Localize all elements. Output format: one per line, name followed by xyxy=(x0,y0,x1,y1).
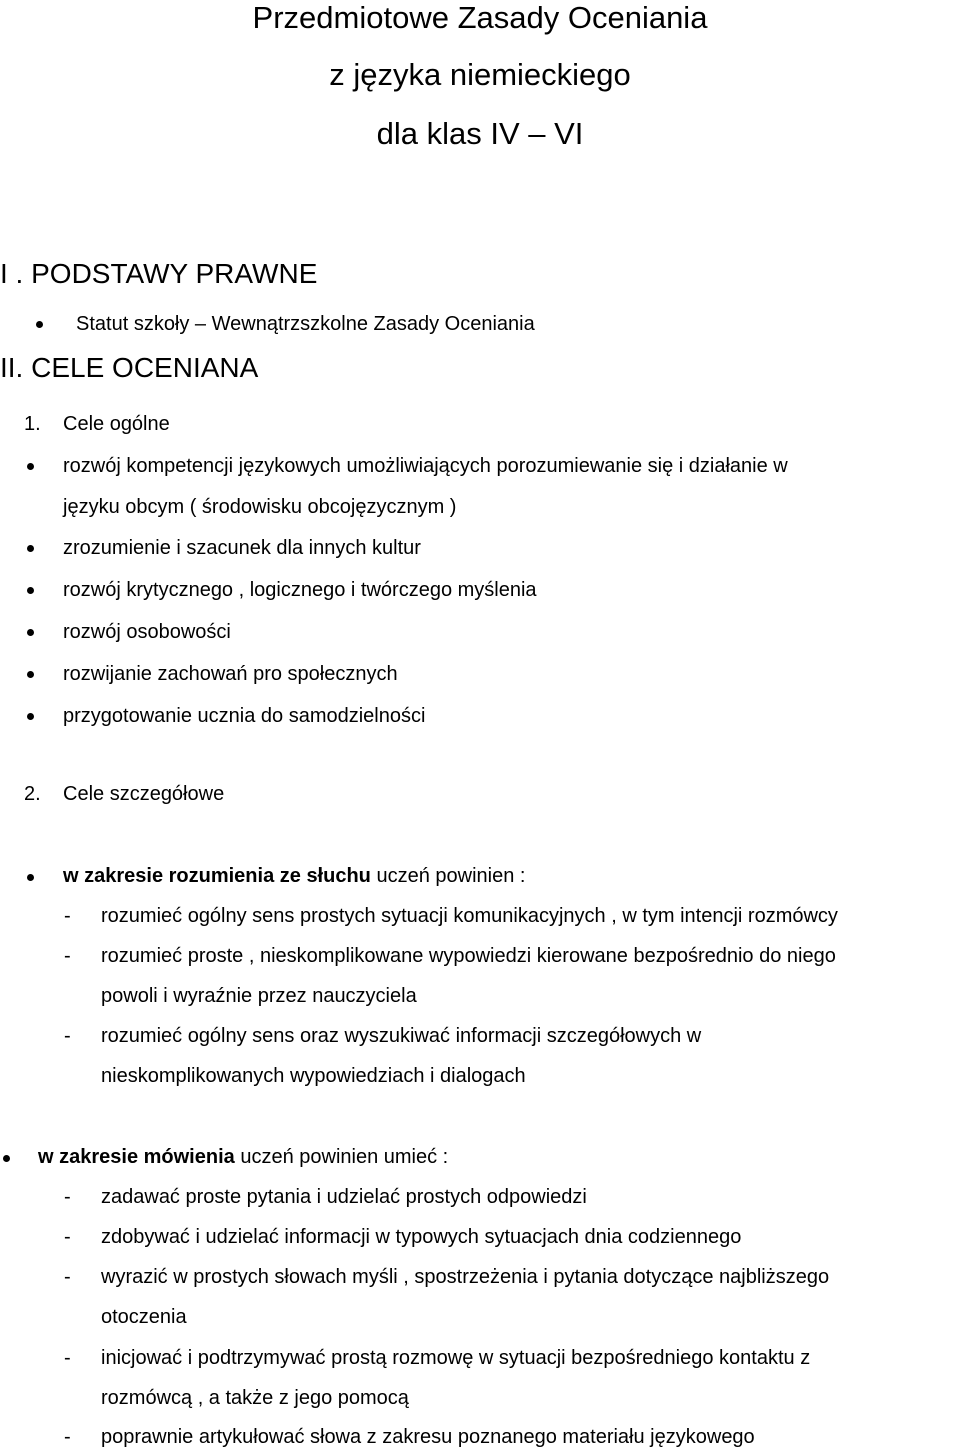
sub-2-label: Cele szczegółowe xyxy=(63,783,225,805)
listening-item-continued: nieskomplikowanych wypowiedziach i dialogach xyxy=(101,1065,526,1087)
listening-heading xyxy=(63,864,525,888)
dash-marker: - xyxy=(64,1347,71,1369)
general-goal-item: rozwijanie zachowań pro społecznych xyxy=(63,663,398,685)
document-title-line-3: dla klas IV – VI xyxy=(376,116,584,151)
listening-item: rozumieć proste , nieskomplikowane wypowiedzi kierowane bezpośrednio do niego xyxy=(101,945,836,967)
bullet-icon xyxy=(27,874,34,881)
dash-marker: - xyxy=(64,1266,71,1288)
speaking-item: zdobywać i udzielać informacji w typowych sytuacjach dnia codziennego xyxy=(101,1226,742,1248)
speaking-item: wyrazić w prostych słowach myśli , spostrzeżenia i pytania dotyczące najbliższego xyxy=(101,1266,830,1288)
general-goal-item: rozwój kompetencji językowych umożliwiających porozumiewanie się i działanie w xyxy=(63,455,788,477)
bullet-icon xyxy=(27,629,34,636)
bullet-icon xyxy=(3,1155,10,1162)
bullet-icon xyxy=(27,463,34,470)
general-goal-item: rozwój krytycznego , logicznego i twórczego myślenia xyxy=(63,579,537,601)
speaking-item: inicjować i podtrzymywać prostą rozmowę w sytuacji bezpośredniego kontaktu z xyxy=(101,1347,811,1369)
general-goal-item: zrozumienie i szacunek dla innych kultur xyxy=(63,537,421,559)
dash-marker: - xyxy=(64,945,71,967)
speaking-item-continued: otoczenia xyxy=(101,1306,187,1328)
listening-heading-rest: uczeń powinien : xyxy=(370,865,526,887)
speaking-heading xyxy=(38,1145,448,1169)
sub-1-number: 1. xyxy=(24,413,41,435)
bullet-icon xyxy=(36,321,43,328)
bullet-icon xyxy=(27,671,34,678)
listening-item: rozumieć ogólny sens prostych sytuacji komunikacyjnych , w tym intencji rozmówcy xyxy=(101,905,838,927)
dash-marker: - xyxy=(64,1025,71,1047)
general-goal-item: przygotowanie ucznia do samodzielności xyxy=(63,705,426,727)
general-goal-item-continued: języku obcym ( środowisku obcojęzycznym ) xyxy=(63,496,457,518)
speaking-item-continued: rozmówcą , a także z jego pomocą xyxy=(101,1387,409,1409)
general-goal-item: rozwój osobowości xyxy=(63,621,231,643)
dash-marker: - xyxy=(64,1426,71,1448)
speaking-item: poprawnie artykułować słowa z zakresu poznanego materiału językowego xyxy=(101,1426,755,1448)
document-title-line-1: Przedmiotowe Zasady Oceniania xyxy=(252,0,708,35)
listening-item: rozumieć ogólny sens oraz wyszukiwać informacji szczegółowych w xyxy=(101,1025,702,1047)
section-1-heading: I . PODSTAWY PRAWNE xyxy=(0,258,318,289)
bullet-icon xyxy=(27,587,34,594)
sub-1-label: Cele ogólne xyxy=(63,413,170,435)
listening-item-continued: powoli i wyraźnie przez nauczyciela xyxy=(101,985,417,1007)
speaking-heading-bold: w zakresie mówienia xyxy=(38,1146,235,1168)
bullet-icon xyxy=(27,545,34,552)
section-1-item: Statut szkoły – Wewnątrzszkolne Zasady Oceniania xyxy=(76,313,535,335)
listening-heading-bold: w zakresie rozumienia ze słuchu xyxy=(63,865,371,887)
dash-marker: - xyxy=(64,1186,71,1208)
document-title-line-2: z języka niemieckiego xyxy=(329,57,631,92)
speaking-item: zadawać proste pytania i udzielać prostych odpowiedzi xyxy=(101,1186,587,1208)
bullet-icon xyxy=(27,713,34,720)
dash-marker: - xyxy=(64,1226,71,1248)
section-2-heading: II. CELE OCENIANA xyxy=(0,352,259,383)
speaking-heading-rest: uczeń powinien umieć : xyxy=(234,1146,449,1168)
dash-marker: - xyxy=(64,905,71,927)
sub-2-number: 2. xyxy=(24,783,41,805)
